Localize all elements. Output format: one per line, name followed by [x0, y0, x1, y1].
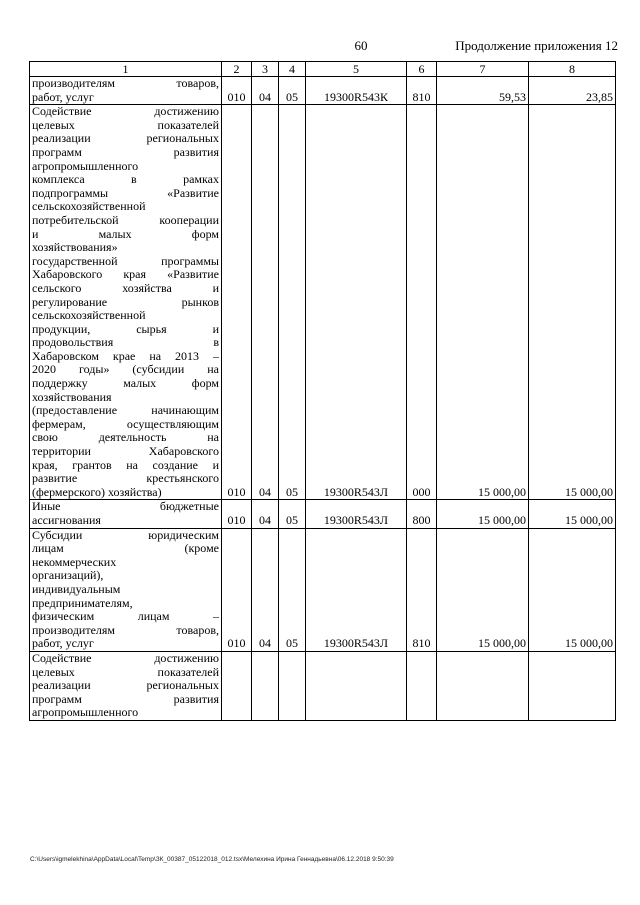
expense-type-code: 000 [407, 105, 437, 500]
row-description [30, 528, 222, 651]
description-line: лицам (кроме [32, 541, 219, 556]
description-line: работ, услуг [32, 636, 94, 651]
table-header-row [30, 62, 616, 77]
amount-column-7: 15 000,00 [437, 528, 529, 651]
amount-column-7: 15 000,00 [437, 105, 529, 500]
row-description [30, 105, 222, 500]
description-line: программ развития [32, 691, 219, 706]
target-article-code: 19300R543Л [306, 105, 407, 500]
column-header: 5 [306, 62, 407, 77]
description-line: физическим лицам – [32, 609, 219, 624]
description-line: продовольствия в [32, 335, 219, 350]
description-line: потребительской кооперации [32, 212, 219, 227]
description-line: агропромышленного [32, 158, 139, 173]
ministry-code: 010 [222, 500, 252, 528]
description-line: 2020 годы» (субсидии на [32, 362, 219, 377]
table-row [30, 105, 616, 500]
amount-column-8: 15 000,00 [529, 105, 616, 500]
description-line: целевых показателей [32, 117, 219, 132]
description-line: сельского хозяйства и [32, 280, 219, 295]
description-line: агропромышленного [32, 705, 139, 720]
subsection-code: 05 [279, 105, 306, 500]
target-article-code [306, 651, 407, 720]
ministry-code: 010 [222, 77, 252, 105]
row-description [30, 77, 222, 105]
description-line: реализации региональных [32, 131, 219, 146]
section-code: 04 [252, 77, 279, 105]
expense-type-code: 810 [407, 77, 437, 105]
table-row [30, 528, 616, 651]
description-line: реализации региональных [32, 678, 219, 693]
target-article-code: 19300R543К [306, 77, 407, 105]
subsection-code: 05 [279, 77, 306, 105]
column-header: 6 [407, 62, 437, 77]
expense-type-code [407, 651, 437, 720]
description-line: работ, услуг [32, 89, 94, 104]
amount-column-7: 15 000,00 [437, 500, 529, 528]
column-header: 8 [529, 62, 616, 77]
description-line: целевых показателей [32, 664, 219, 679]
column-header: 4 [279, 62, 306, 77]
document-file-path: C:\Users\igmelekhina\AppData\Local\Temp\ЗК_00387_05122018_012.tsx\Мелехина Ирина Геннадьевна\06.12.2018 9:50:39 [30, 856, 394, 863]
description-line: (предоставление начинающим [32, 403, 219, 418]
ministry-code [222, 651, 252, 720]
description-line: Иные бюджетные [32, 499, 219, 514]
description-line: ассигнования [32, 513, 101, 527]
description-line: организаций), [32, 568, 104, 583]
description-line: производителям товаров, [32, 76, 219, 90]
section-code: 04 [252, 528, 279, 651]
amount-column-8: 23,85 [529, 77, 616, 105]
subsection-code [279, 651, 306, 720]
description-line: края, грантов на создание и [32, 457, 219, 472]
section-code: 04 [252, 500, 279, 528]
description-line: и малых форм [32, 226, 219, 241]
section-code [252, 651, 279, 720]
amount-column-7: 59,53 [437, 77, 529, 105]
amount-column-8: 15 000,00 [529, 500, 616, 528]
appendix-continuation-label: Продолжение приложения 12 [455, 38, 618, 53]
description-line: фермерам, осуществляющим [32, 416, 219, 431]
description-line: развитие крестьянского [32, 471, 219, 486]
description-line: Субсидии юридическим [32, 527, 219, 542]
budget-table [29, 61, 616, 721]
section-code: 04 [252, 105, 279, 500]
description-line: государственной программы [32, 253, 219, 268]
table-body [30, 77, 616, 721]
page-number: 60 [354, 38, 368, 53]
amount-column-7 [437, 651, 529, 720]
expense-type-code: 800 [407, 500, 437, 528]
description-line: Содействие достижению [32, 104, 219, 119]
ministry-code: 010 [222, 528, 252, 651]
target-article-code: 19300R543Л [306, 528, 407, 651]
column-header: 3 [252, 62, 279, 77]
description-line: индивидуальным [32, 581, 121, 596]
column-header: 1 [30, 62, 222, 77]
description-line: Хабаровском крае на 2013 – [32, 348, 219, 363]
subsection-code: 05 [279, 528, 306, 651]
amount-column-8 [529, 651, 616, 720]
description-line: продукции, сырья и [32, 321, 219, 336]
description-line: территории Хабаровского [32, 444, 219, 459]
description-line: комплекса в рамках [32, 172, 219, 187]
description-line: программ развития [32, 144, 219, 159]
description-line: регулирование рынков [32, 294, 219, 309]
table-row [30, 651, 616, 720]
description-line: некоммерческих [32, 554, 117, 569]
column-header: 7 [437, 62, 529, 77]
description-line: хозяйствования [32, 389, 112, 404]
description-line: Содействие достижению [32, 650, 219, 665]
target-article-code: 19300R543Л [306, 500, 407, 528]
table-row [30, 77, 616, 105]
description-line: сельскохозяйственной [32, 308, 146, 323]
amount-column-8: 15 000,00 [529, 528, 616, 651]
description-line: хозяйствования» [32, 240, 118, 255]
description-line: подпрограммы «Развитие [32, 185, 219, 200]
row-description [30, 651, 222, 720]
row-description [30, 500, 222, 528]
table-row [30, 500, 616, 528]
expense-type-code: 810 [407, 528, 437, 651]
column-header: 2 [222, 62, 252, 77]
description-line: предпринимателям, [32, 595, 133, 610]
description-line: Хабаровского края «Развитие [32, 267, 219, 282]
description-line: свою деятельность на [32, 430, 219, 445]
description-line: поддержку малых форм [32, 376, 219, 391]
description-line: сельскохозяйственной [32, 199, 146, 214]
subsection-code: 05 [279, 500, 306, 528]
description-line: производителям товаров, [32, 622, 219, 637]
description-line: (фермерского) хозяйства) [32, 484, 162, 499]
ministry-code: 010 [222, 105, 252, 500]
